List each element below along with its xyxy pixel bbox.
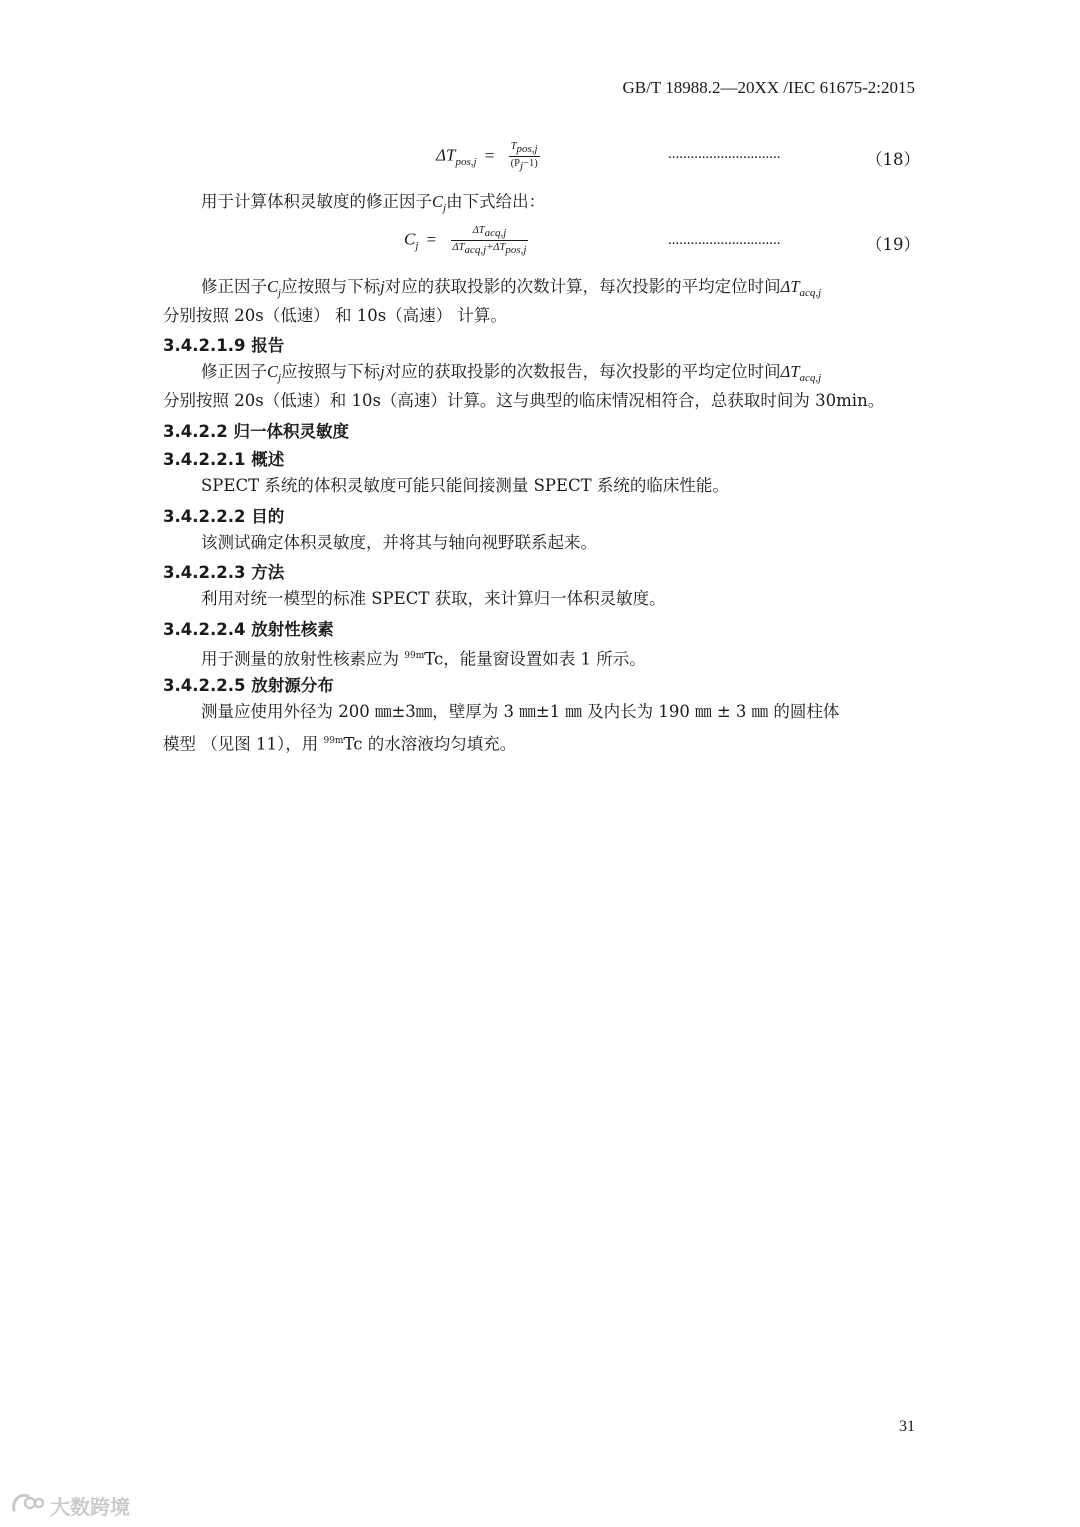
report-paragraph-line1: 修正因子$C_j$应按照与下标j对应的获取投影的次数报告，每次投影的平均定位时间$\Delta T_{acq,j}$	[201, 362, 822, 385]
heading-report: 3.4.2.1.9 报告	[163, 336, 285, 355]
heading-normalized-volume-sensitivity: 3.4.2.2 归一体积灵敏度	[163, 422, 349, 441]
formula-18-lhs: ΔT	[436, 145, 456, 165]
report-paragraph-line2: 分别按照 20s（低速）和 10s（高速）计算。这与典型的临床情况相符合，总获取时间为 30min。	[163, 391, 885, 410]
heading-source-distribution: 3.4.2.2.5 放射源分布	[163, 676, 334, 695]
source-paragraph-line1: 测量应使用外径为 200 ㎜±3㎜，壁厚为 3 ㎜±1 ㎜ 及内长为 190 ㎜ ± 3 ㎜ 的圆柱体	[201, 702, 840, 721]
purpose-paragraph: 该测试确定体积灵敏度，并将其与轴向视野联系起来。	[201, 533, 597, 552]
formula-19: $C_j$ = $\frac{\Delta T_{acq,j}}{\Delta T_{acq,j}+\Delta T_{pos,j}}$	[404, 225, 527, 257]
formula-19-number: （19）	[866, 235, 920, 254]
watermark	[10, 1490, 130, 1521]
heading-radionuclide: 3.4.2.2.4 放射性核素	[163, 620, 334, 639]
heading-overview: 3.4.2.2.1 概述	[163, 450, 285, 469]
overview-paragraph: SPECT 系统的体积灵敏度可能只能间接测量 SPECT 系统的临床性能。	[201, 476, 729, 495]
calc-paragraph-line2: 分别按照 20s（低速） 和 10s（高速） 计算。	[163, 306, 507, 325]
formula-19-leader-dots: ..............................	[668, 232, 781, 248]
formula-18-number: （18）	[866, 150, 920, 169]
logo-icon	[10, 1490, 44, 1521]
correction-factor-intro: 用于计算体积灵敏度的修正因子$C_j$由下式给出：	[201, 192, 546, 215]
formula-18-leader-dots: ..............................	[668, 146, 781, 162]
heading-method: 3.4.2.2.3 方法	[163, 563, 285, 582]
formula-19-fraction: $\frac{\Delta T_{acq,j}}{\Delta T_{acq,j}+\Delta T_{pos,j}}$	[452, 225, 527, 257]
watermark-text: 大数跨境	[50, 1495, 130, 1519]
heading-purpose: 3.4.2.2.2 目的	[163, 507, 285, 526]
formula-18: $\Delta T_{pos,j}$ = $\frac{T_{pos,j}}{(P_j-1)}$	[436, 141, 538, 173]
page-number: 31	[899, 1418, 915, 1435]
source-paragraph-line2: 模型 （见图 11），用 $^{99m}$Tc 的水溶液均匀填充。	[163, 734, 517, 754]
formula-18-fraction: $\frac{T_{pos,j}}{(P_j-1)}$	[510, 141, 538, 173]
calc-paragraph-line1: 修正因子$C_j$应按照与下标j对应的获取投影的次数计算，每次投影的平均定位时间$\Delta T_{acq,j}$	[201, 277, 822, 300]
method-paragraph: 利用对统一模型的标准 SPECT 获取，来计算归一体积灵敏度。	[201, 589, 666, 608]
radionuclide-paragraph: 用于测量的放射性核素应为 $^{99m}$Tc，能量窗设置如表 1 所示。	[201, 649, 646, 669]
document-header: GB/T 18988.2—20XX /IEC 61675-2:2015	[622, 78, 915, 97]
